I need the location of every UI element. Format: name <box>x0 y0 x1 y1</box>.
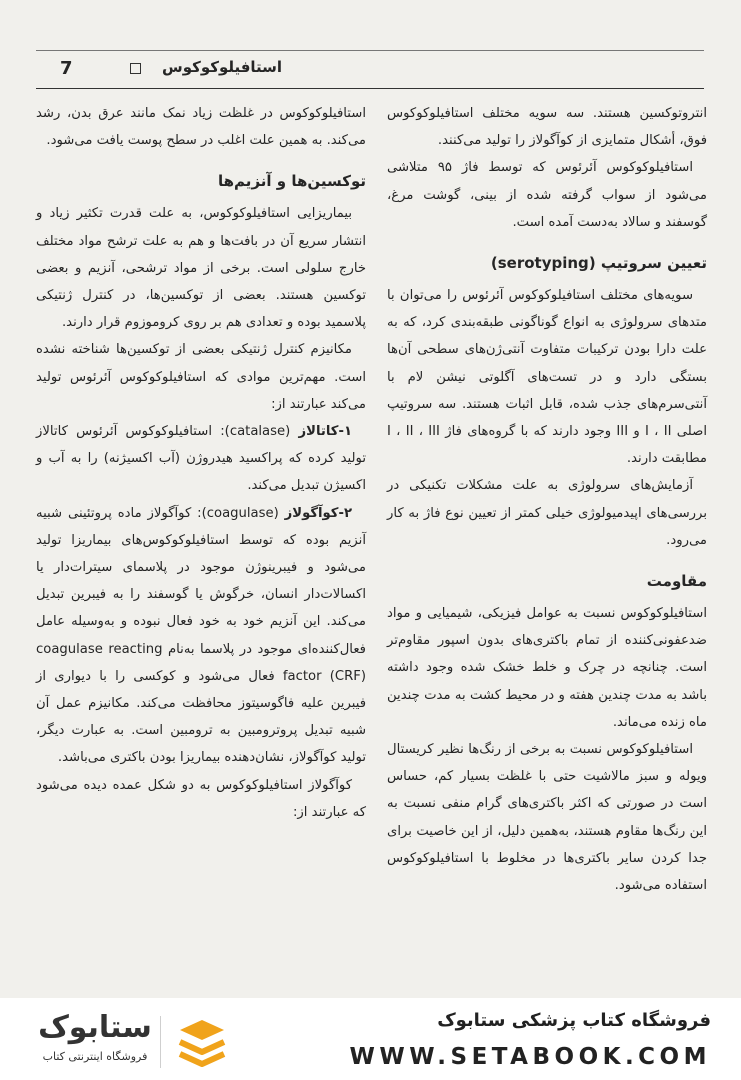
left-column <box>36 100 366 826</box>
section-heading-toxins: توکسین‌ها و آنزیم‌ها <box>218 172 366 191</box>
running-title: استافیلوکوکوس <box>162 58 283 76</box>
item-label: ۱-کاتالاز <box>298 424 353 440</box>
store-title: فروشگاه کتاب پزشکی ستابوک <box>437 1010 711 1031</box>
store-url-link[interactable]: WWW.SETABOOK.COM <box>349 1044 711 1070</box>
store-banner <box>0 998 741 1080</box>
page-number: 7 <box>60 58 73 79</box>
item-text: (coagulase): کوآگولاز ماده پروتئینی شبیه آنزیم بوده که توسط استافیلوکوکوس‌های بیماریزا تولید می‌شود و فیبرینوژن موجود در پلاسمای سیترات‌دار یا اکسالات‌دار انسان، خرگوش یا گوسفند را به فیبرین تبدیل می‌کند. این آنزیم خود به خود فعال نبوده و به‌وسیله عامل فعال‌کننده‌ای موجود در پلاسما به‌نام coagulase reacting factor (CRF) فعال می‌شود و کوکسی را با دیواری از فیبرین علیه فاگوسیتوز محافظت می‌کند. مکانیزم عمل آن شبیه تبدیل پروترومبین به ترومبین است. به عبارت دیگر، تولید کوآگولاز، نشان‌دهنده بیماریزا بودن باکتری می‌باشد. <box>36 505 366 766</box>
item-text: (catalase): استافیلوکوکوس آئرئوس کاتالاز تولید کرده که پراکسید هیدروژن (آب اکسیژنه) را به آب و اکسیژن تبدیل می‌کند. <box>36 424 366 494</box>
right-column <box>387 100 707 899</box>
paragraph: سویه‌های مختلف استافیلوکوکوس آئرئوس را می‌توان با متدهای سرولوژی به انواع گوناگونی طبقه‌بندی کرد، که به علت دارا بودن ترکیبات متفاوت آنتی‌ژن‌های سطحی آن‌ها بستگی دارد و در تست‌های آگلوتی نیشن لام با آنتی‌سرم‌های جذب شده، قابل اثبات هستند. سه سروتیپ اصلی I ، II و III وجود دارند که با گروه‌های فاژ I ، II ، III مطابقت دارند. <box>387 288 707 467</box>
paragraph: استافیلوکوکوس نسبت به برخی از رنگ‌ها نظیر کریستال ویوله و سبز مالاشیت حتی با غلظت بسیار کم، حساس است در صورتی که اکثر باکتری‌های گرام منفی نسبت به این رنگ‌ها مقاوم هستند، به‌همین دلیل، از این خاصیت برای جدا کردن سایر باکتری‌ها در مخلوط با استافیلوکوکوس استفاده می‌شود. <box>387 742 707 894</box>
square-ornament-icon <box>130 63 141 74</box>
store-logo[interactable] <box>32 1010 232 1074</box>
logo-tagline: فروشگاه اینترنتی کتاب <box>42 1050 148 1063</box>
paragraph: مکانیزم کنترل ژنتیکی بعضی از توکسین‌ها شناخته نشده است. مهم‌ترین موادی که استافیلوکوکوس آئرئوس تولید می‌کند عبارتند از: <box>36 342 366 412</box>
paragraph: استافیلوکوکوس در غلظت زیاد نمک مانند عرق بدن، رشد می‌کند. به همین علت اغلب در سطح پوست یافت می‌شود. <box>36 106 366 149</box>
paragraph: بیماریزایی استافیلوکوکوس، به علت قدرت تکثیر زیاد و انتشار سریع آن در بافت‌ها و هم به علت ترشح مواد مختلف خارج سلولی است. برخی از مواد ترشحی، آنزیم و بعضی توکسین هستند. بعضی از توکسین‌ها، در کنترل ژنتیکی پلاسمید بوده و تعدادی هم بر روی کروموزوم قرار دارند. <box>36 206 366 331</box>
book-stack-icon <box>174 1014 230 1070</box>
list-item-catalase <box>36 418 366 500</box>
paragraph: کوآگولاز استافیلوکوکوس به دو شکل عمده دیده می‌شود که عبارتند از: <box>36 777 366 820</box>
item-label: ۲-کوآگولاز <box>284 505 352 521</box>
paragraph: انتروتوکسین هستند. سه سویه مختلف استافیلوکوکوس فوق، أشکال متمایزی از کوآگولاز را تولید می‌کنند. <box>387 106 707 149</box>
section-heading-serotyping: تعیین سروتیپ (serotyping) <box>490 254 707 273</box>
logo-divider <box>160 1016 161 1068</box>
list-item-coagulase <box>36 500 366 772</box>
paragraph: استافیلوکوکوس نسبت به عوامل فیزیکی، شیمیایی و مواد ضدعفونی‌کننده از تمام باکتری‌های بدون اسپور مقاوم‌تر است. چنانچه در چرک و خلط خشک شده وجود داشته باشد به مدت چندین هفته و در محیط کشت به مدت چندین ماه زنده می‌ماند. <box>387 606 707 730</box>
running-header <box>36 50 704 89</box>
logo-wordmark: ستابوک <box>38 1010 152 1045</box>
header-top-rule <box>36 50 704 51</box>
paragraph: آزمایش‌های سرولوژی به علت مشکلات تکنیکی در بررسی‌های اپیدمیولوژی خیلی کمتر از تعیین نوع فاژ به کار می‌رود. <box>387 478 707 548</box>
paragraph: استافیلوکوکوس آئرئوس که توسط فاژ ۹۵ متلاشی می‌شود از سواب گرفته شده از بینی، گوشت مرغ، گوسفند و سالاد به‌دست آمده است. <box>387 160 707 230</box>
section-heading-resistance: مقاومت <box>646 572 707 591</box>
